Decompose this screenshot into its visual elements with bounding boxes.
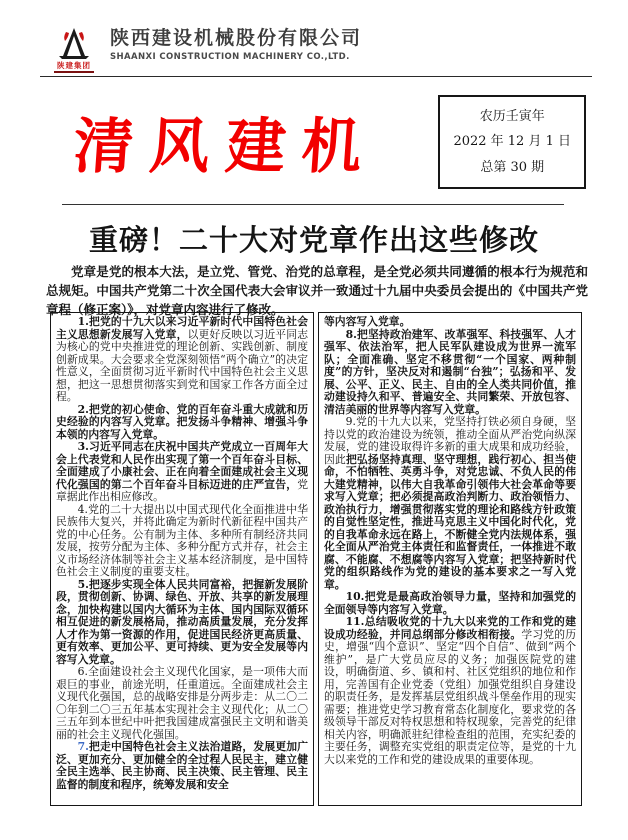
article-paragraph bbox=[56, 666, 308, 741]
paragraph-segment: 8.把坚持政治建军、改革强军、科技强军、人才强军、依法治军，把人民军队建设成为世界一流军队；全面准确、坚定不移贯彻“一个国家、两种制度”的方针，坚决反对和遏制“台独”；弘扬和平、发展、公平、正义、民主、自由的全人类共同价值，推动建设持久和平、普遍安全、共同繁荣、开放包容、清洁美丽的世界等内容写入党章。 bbox=[324, 327, 576, 416]
paragraph-segment: 学习党的历史，增强“四个意识”、坚定“四个自信”、做到“两个维护”，是广大党员应尽的义务；加强医院党的建设，明确街道、乡、镇和村、社区党组织的地位和作用，完善国有企业党委（党组）加强党组织自身建设的职责任务，是发挥基层党组织战斗堡垒作用的现实需要；推进党史学习教育常态化制度化，要求党的各级领导干部反对特权思想和特权现象，完善党的纪律相关内容，明确派驻纪律检查组的范围，充实纪委的主要任务，调整充实党组的职责定位等，是党的十九大以来党的工作和党的建设成果的重要体现。 bbox=[324, 627, 577, 766]
company-name-cn: 陕西建设机械股份有限公司 bbox=[110, 27, 363, 49]
issue-lunar-year: 农历壬寅年 bbox=[479, 108, 545, 124]
company-logo bbox=[48, 26, 100, 73]
paragraph-segment: 等内容写入党章。 bbox=[324, 315, 411, 328]
article-paragraph bbox=[324, 616, 576, 766]
company-header bbox=[48, 26, 588, 73]
article-paragraph bbox=[56, 441, 308, 504]
paragraph-segment: 7. bbox=[77, 740, 89, 753]
paragraph-segment: 2.把党的初心使命、党的百年奋斗重大成就和历史经验的内容写入党章。把发扬斗争精神、增强斗争本领的内容写入党章。 bbox=[56, 402, 308, 441]
newsletter-title: 清风建机 bbox=[71, 112, 381, 182]
paragraph-segment: 1.把党的十九大以来习近平新时代中国特色社会主义思想新发展写入党章， bbox=[56, 315, 308, 341]
paragraph-segment: 3.习近平同志在庆祝中国共产党成立一百周年大会上代表党和人民作出实现了第一个百年奋斗目标、全面建成了小康社会、正在向着全面建成社会主义现代化强国的第二个百年奋斗目标迈进的庄严宣告， bbox=[56, 440, 308, 491]
article-headline: 重磅！二十大对党章作出这些修改 bbox=[88, 223, 539, 257]
article-paragraph bbox=[56, 316, 308, 404]
paragraph-segment: 10.把党是最高政治领导力量，坚持和加强党的全面领导等内容写入党章。 bbox=[324, 590, 576, 616]
paragraph-segment: 党章据此作出相应修改。 bbox=[56, 477, 308, 503]
paragraph-segment: 6.全面建设社会主义现代化国家，是一项伟大而艰巨的事业，前途光明，任重道远。全面建成社会主义现代化强国，总的战略安排是分两步走：从二〇二〇年到二〇三五年基本实现社会主义现代化；从二〇三五年到本世纪中叶把我国建成富强民主文明和谐美丽的社会主义现代化强国。 bbox=[56, 665, 308, 741]
issue-info-box bbox=[438, 95, 586, 189]
paragraph-segment: 把弘扬坚持真理、坚守理想，践行初心、担当使命，不怕牺牲、英勇斗争，对党忠诚、不负人民的伟大建党精神，以伟大自我革命引领伟大社会革命等要求写入党章；把必须提高政治判断力、政治领悟力、政治执行力，增强贯彻落实党的理论和路线方针政策的自觉性坚定性，推进马克思主义中国化时代化，党的自我革命永远在路上，不断健全党内法规体系，强化全面从严治党主体责任和监督责任，一体推进不敢腐、不能腐、不想腐等内容写入党章；把坚持新时代党的组织路线作为党的建设的基本要求之一写入党章。 bbox=[324, 452, 577, 591]
logo-caption: 陕建集团 bbox=[57, 61, 91, 70]
article-column-right bbox=[318, 312, 582, 806]
company-name-en: SHAANXI CONSTRUCTION MACHINERY CO.,LTD. bbox=[110, 51, 350, 62]
issue-number: 总第 30 期 bbox=[480, 159, 545, 175]
article-columns bbox=[50, 312, 582, 806]
article-column-left bbox=[50, 312, 314, 806]
article-paragraph bbox=[56, 579, 308, 667]
paragraph-segment: 5.把逐步实现全体人民共同富裕，把握新发展阶段，贯彻创新、协调、绿色、开放、共享的新发展理念，加快构建以国内大循环为主体、国内国际双循环相互促进的新发展格局，推动高质量发展，充分发挥人才作为第一资源的作用，促进国民经济更高质量、更有效率、更加公平、更可持续、更为安全发展等内容写入党章。 bbox=[56, 577, 308, 666]
paragraph-segment: 11.总结吸收党的十九大以来党的工作和党的建设成功经验，并同总纲部分修改相衔接。 bbox=[324, 615, 576, 641]
masthead bbox=[48, 88, 588, 196]
issue-date: 2022 年 12 月 1 日 bbox=[453, 134, 571, 150]
article-paragraph bbox=[324, 416, 576, 591]
company-name-block bbox=[110, 26, 362, 62]
article-paragraph bbox=[324, 591, 576, 616]
company-logo-icon bbox=[53, 26, 95, 62]
logo-underline bbox=[54, 71, 94, 73]
article-paragraph bbox=[56, 741, 308, 791]
masthead-divider bbox=[62, 204, 564, 205]
paragraph-segment: 把走中国特色社会主义法治道路，发展更加广泛、更加充分、更加健全的全过程人民民主，建立健全民主选举、民主协商、民主决策、民主管理、民主监督的制度和程序，统筹发展和安全 bbox=[56, 740, 308, 791]
paragraph-segment: 4.党的二十大提出以中国式现代化全面推进中华民族伟大复兴，并将此确定为新时代新征程中国共产党的中心任务。公有制为主体、多种所有制经济共同发展，按劳分配为主体、多种分配方式并存，社会主义市场经济体制等社会主义基本经济制度，是中国特色社会主义制度的重要支柱。 bbox=[56, 502, 308, 578]
article-paragraph bbox=[324, 329, 576, 417]
header-divider bbox=[40, 76, 592, 77]
article-paragraph bbox=[56, 404, 308, 442]
article-paragraph bbox=[56, 504, 308, 579]
paragraph-segment: 以更好反映以习近平同志为核心的党中央推进党的理论创新、实践创新、制度创新成果。大会要求全党深刻领悟“两个确立”的决定性意义，全面贯彻习近平新时代中国特色社会主义思想，把这一思想贯彻落实到党和国家工作各方面全过程。 bbox=[56, 327, 309, 403]
article-intro: 党章是党的根本大法，是立党、管党、治党的总章程，是全党必须共同遵循的根本行为规范和总规矩。中国共产党第二十次全国代表大会审议并一致通过十九届中央委员会提出的《中国共产党章程（修正案）》，对党章内容进行了修改。 bbox=[46, 264, 588, 317]
paragraph-segment: 9.党的十九大以来，党坚持打铁必须自身硬，坚持以党的政治建设为统领，推动全面从严治党向纵深发展，党的建设取得许多新的重大成果和成功经验，因此 bbox=[324, 415, 576, 466]
